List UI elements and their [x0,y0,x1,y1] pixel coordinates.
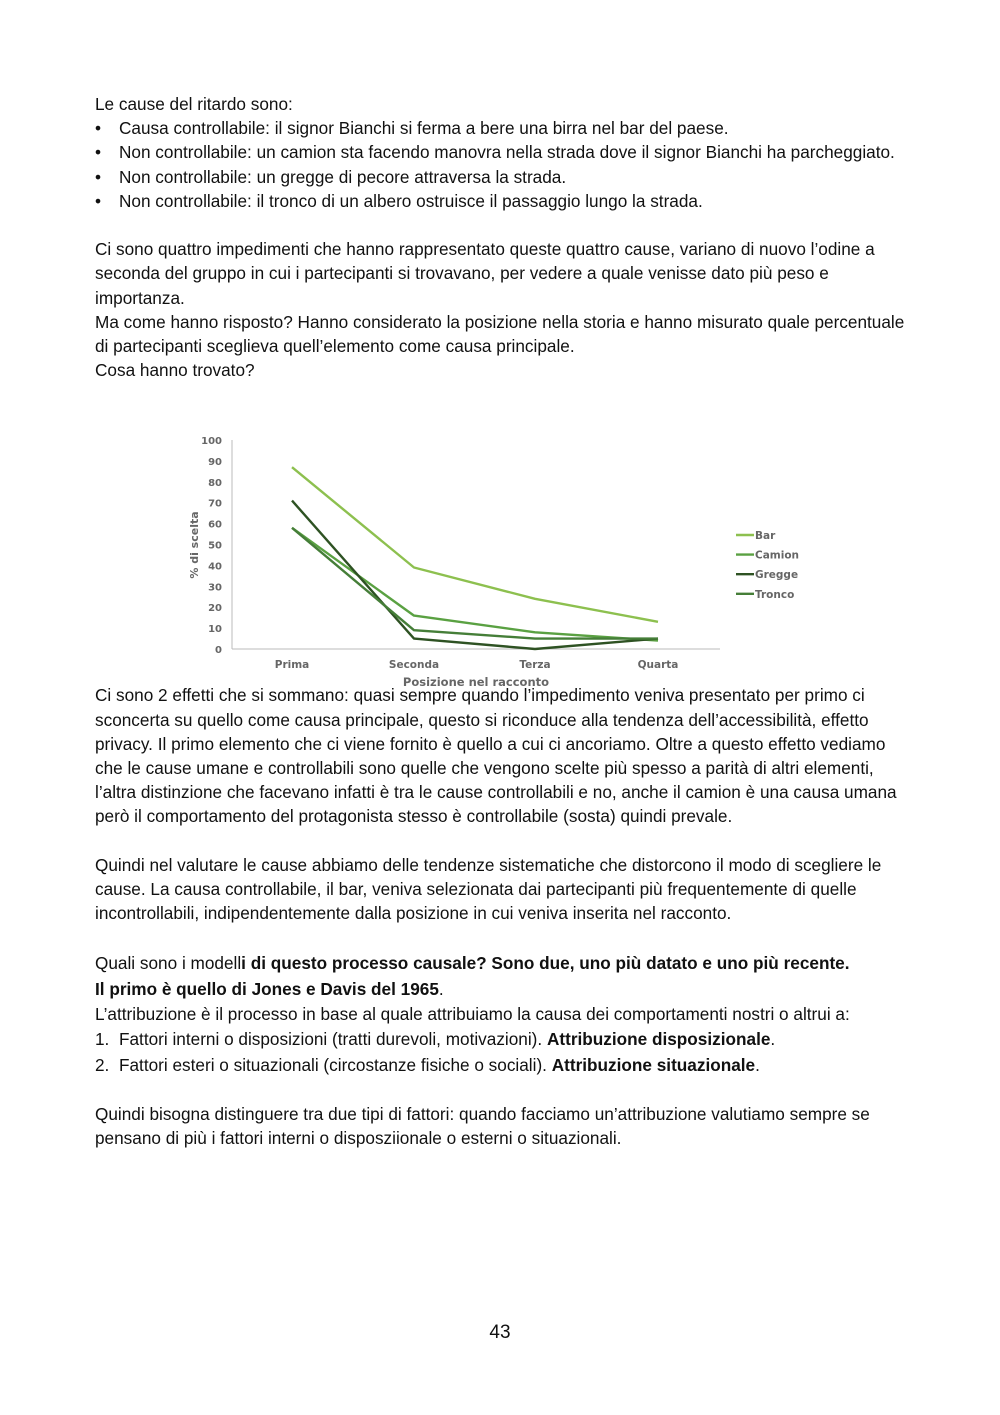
list-item [95,1026,915,1052]
list-item [95,140,915,164]
model-title-tail: . [438,978,444,999]
paragraph [95,976,915,1002]
list-number: 1. [95,1028,110,1049]
bullet-icon: • [95,190,102,211]
y-tick-label: 40 [208,561,222,573]
list-item-text: Fattori esteri o situazionali (circostanze fisiche o sociali). [119,1054,552,1075]
y-tick-label: 80 [208,477,222,489]
series-line-bar [292,467,658,622]
x-tick-label: Terza [519,659,551,671]
legend-label: Tronco [755,588,795,601]
line-chart [180,428,820,698]
y-tick-label: 10 [208,624,222,636]
intro-heading: Le cause del ritardo sono: [95,94,293,114]
paragraph: Ci sono 2 effetti che si sommano: quasi sempre quando l’impedimento veniva presentato per primo ci sconcerta su quello come causa principale, questo si riconduce alla tendenza dell’accessibilità, effetto privacy. Il primo elemento che ci viene fornito è quello a cui ci ancoriamo. Oltre a questo effetto vediamo che le cause umane e controllabili sono quelle che vengono scelte più spesso a parità di altri elementi, l’altra distinzione che facevano infatti è tra le cause controllabili e no, anche il camion è una causa umana però il comportamento del protagonista stesso è controllabile (sosta) quindi prevale. [95,685,897,827]
x-tick-label: Prima [274,659,310,671]
x-axis-label: Posizione nel racconto [402,675,550,689]
list-item [95,189,915,213]
y-tick-label: 50 [208,540,222,552]
list-item-text: Non controllabile: il tronco di un albero ostruisce il passaggio lungo la strada. [119,190,703,211]
list-item-text: Fattori interni o disposizioni (tratti durevoli, motivazioni). [119,1028,547,1049]
list-item-text: Causa controllabile: il signor Bianchi si ferma a bere una birra nel bar del paese. [119,118,729,139]
legend-label: Camion [755,549,800,562]
paragraph: Quindi bisogna distinguere tra due tipi di fattori: quando facciamo un’attribuzione valutiamo sempre se pensano di più i fattori interni o disposziionale o esterni o situazionali. [95,1104,870,1149]
x-tick-label: Seconda [388,659,440,671]
x-tick-label: Quarta [637,659,679,671]
chart-svg [180,428,820,698]
legend-label: Bar [755,530,776,542]
y-tick-label: 0 [215,645,222,656]
list-item-tail: . [770,1028,776,1049]
paragraph: Cosa hanno trovato? [95,360,255,381]
y-tick-label: 70 [208,498,222,510]
bullet-icon: • [95,118,102,139]
causes-list [95,116,915,213]
question-bold: i di questo processo causale? Sono due, uno più datato e uno più recente. [241,952,850,973]
list-item-bold: Attribuzione situazionale [551,1054,756,1075]
y-tick-label: 90 [208,456,222,468]
paragraph [95,950,915,976]
paragraph: Ma come hanno risposto? Hanno considerato la posizione nella storia e hanno misurato quale percentuale di partecipanti sceglieva quell’elemento come causa principale. [95,311,905,357]
legend-label: Gregge [755,569,799,582]
y-tick-label: 20 [208,603,222,615]
list-item-tail: . [755,1054,760,1075]
paragraph: L’attribuzione è il processo in base al quale attribuiamo la causa dei comportamenti nostri o altrui a: [95,1003,850,1024]
y-tick-label: 30 [208,582,222,594]
list-number: 2. [95,1054,110,1075]
y-tick-label: 100 [201,436,222,447]
y-tick-label: 60 [208,519,222,531]
list-item-bold: Attribuzione disposizionale [546,1028,771,1049]
model-title: Il primo è quello di Jones e Davis del 1965 [95,978,439,999]
list-item [95,116,915,140]
paragraph: Ci sono quattro impedimenti che hanno rappresentato queste quattro cause, variano di nuovo l’odine a seconda del gruppo in cui i partecipanti si trovavano, per vedere a quale venisse dato più peso e importanza. [95,239,875,308]
paragraph: Quindi nel valutare le cause abbiamo delle tendenze sistematiche che distorcono il modo di scegliere le cause. La causa controllabile, il bar, veniva selezionata dai partecipanti più frequentemente di quelle incontrollabili, indipendentemente dalla posizione in cui veniva inserita nel racconto. [95,854,882,924]
bullet-icon: • [95,166,102,187]
factors-list [95,1026,915,1078]
list-item [95,1052,915,1078]
list-item [95,165,915,189]
page-number: 43 [489,1322,511,1343]
y-axis-label: % di scelta [188,511,201,579]
question-text: Quali sono i modell [95,952,242,973]
list-item-text: Non controllabile: un gregge di pecore attraversa la strada. [119,166,567,187]
list-item-text: Non controllabile: un camion sta facendo manovra nella strada dove il signor Bianchi ha parcheggiato. [119,142,895,163]
bullet-icon: • [95,142,102,163]
